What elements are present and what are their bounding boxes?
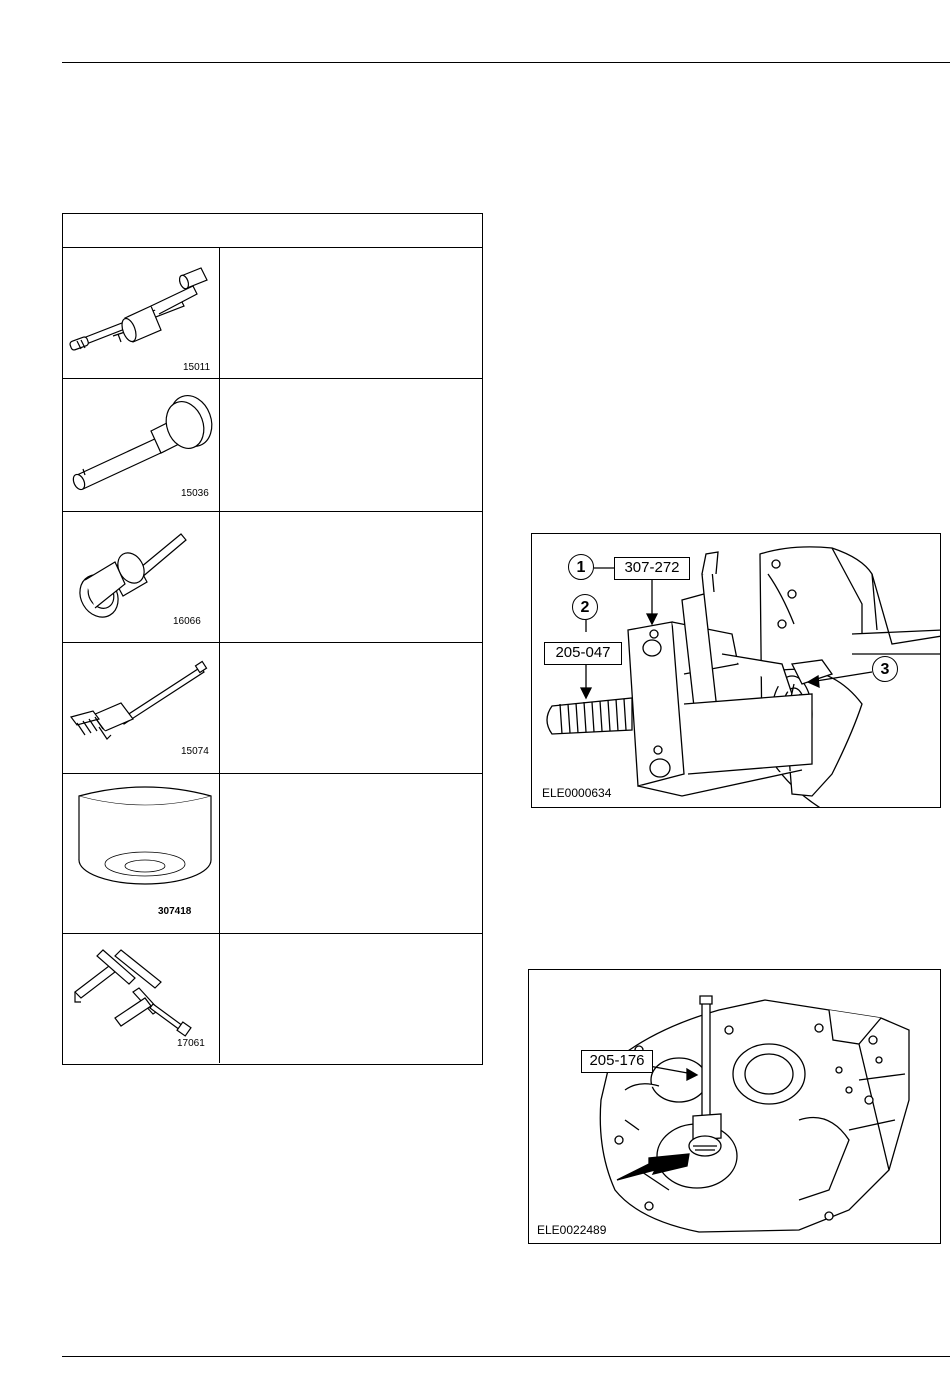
tool-number: 15074 bbox=[181, 746, 209, 757]
tool-description bbox=[221, 643, 482, 773]
figure-2-illustration bbox=[529, 970, 941, 1244]
figure-code: ELE0000634 bbox=[542, 786, 612, 800]
tool-description bbox=[221, 248, 482, 378]
slide-hammer-illustration bbox=[63, 248, 219, 378]
special-tools-table bbox=[62, 213, 483, 1065]
tool-row-15074 bbox=[63, 643, 482, 774]
tool-row-15011 bbox=[63, 248, 482, 379]
tool-row-17061 bbox=[63, 934, 482, 1063]
callout-1: 1 bbox=[568, 554, 594, 580]
tool-row-16066 bbox=[63, 512, 482, 643]
tool-row-15036 bbox=[63, 379, 482, 512]
tool-label-205-176: 205-176 bbox=[581, 1050, 653, 1073]
tool-image-cell bbox=[63, 643, 220, 773]
tool-image-cell bbox=[63, 379, 220, 511]
figure-code: ELE0022489 bbox=[537, 1223, 607, 1237]
callout-2: 2 bbox=[572, 594, 598, 620]
tool-image-cell bbox=[63, 934, 220, 1063]
tool-image-cell bbox=[63, 512, 220, 642]
tool-label-307-272: 307-272 bbox=[614, 557, 690, 580]
tool-number: 17061 bbox=[177, 1038, 205, 1049]
header-rule bbox=[62, 62, 950, 63]
table-header-row bbox=[63, 214, 482, 248]
tool-number: 15011 bbox=[183, 362, 211, 373]
tool-image-cell bbox=[63, 774, 220, 933]
tool-number: 307418 bbox=[158, 906, 192, 917]
tool-number: 15036 bbox=[181, 488, 209, 499]
tool-description bbox=[221, 934, 482, 1063]
tool-description bbox=[221, 379, 482, 511]
cup-adapter-illustration bbox=[63, 774, 219, 933]
tool-image-cell bbox=[63, 248, 220, 378]
tool-description bbox=[221, 512, 482, 642]
tool-number: 16066 bbox=[173, 616, 201, 627]
tool-description bbox=[221, 774, 482, 933]
tool-label-205-047: 205-047 bbox=[544, 642, 622, 665]
callout-3: 3 bbox=[872, 656, 898, 682]
footer-rule bbox=[62, 1356, 950, 1357]
figure-housing-tool bbox=[528, 969, 941, 1244]
tool-row-307418 bbox=[63, 774, 482, 934]
figure-puller-installation bbox=[531, 533, 941, 808]
